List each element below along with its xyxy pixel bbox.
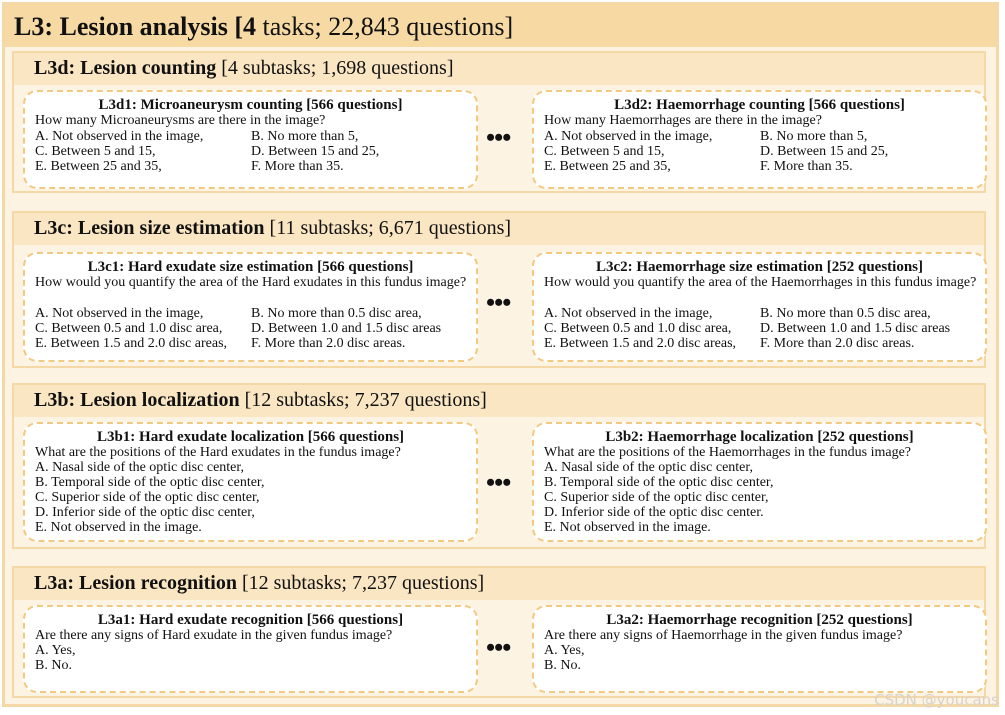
option: F. More than 35. (251, 159, 344, 174)
option: A. Nasal side of the optic disc center, (35, 460, 244, 475)
option: A. Nasal side of the optic disc center, (544, 460, 753, 475)
task-card-l3d1 (23, 90, 478, 189)
panel-title-rest: tasks; 22,843 questions] (256, 12, 514, 41)
option: F. More than 35. (760, 159, 853, 174)
task-card-l3a1 (23, 605, 478, 693)
option: B. Temporal side of the optic disc center, (35, 475, 265, 490)
option: E. Between 1.5 and 2.0 disc areas, (35, 336, 228, 351)
task-card-l3a2 (532, 605, 987, 693)
panel-header (5, 5, 996, 47)
option: C. Between 0.5 and 1.0 disc area, (544, 321, 732, 336)
option: F. More than 2.0 disc areas. (760, 336, 915, 351)
option: D. Between 15 and 25, (251, 144, 380, 159)
option: C. Between 5 and 15, (35, 144, 156, 159)
option: E. Between 25 and 35, (544, 159, 671, 174)
section-title (34, 56, 453, 80)
section-title-rest: [12 subtasks; 7,237 questions] (239, 389, 487, 411)
task-title: L3b1: Hard exudate localization [566 questions] (96, 429, 405, 445)
task-title: L3a2: Haemorrhage recognition [252 questions] (606, 612, 913, 628)
task-title: L3c2: Haemorrhage size estimation [252 questions] (595, 259, 924, 275)
task-card-l3b2 (532, 422, 987, 542)
task-question: How many Microaneurysms are there in the image? (35, 113, 326, 128)
option: F. More than 2.0 disc areas. (251, 336, 406, 351)
option: A. Not observed in the image, (544, 129, 713, 144)
section-lesion-size-estimation (12, 211, 986, 368)
section-header (14, 568, 984, 600)
option: D. Inferior side of the optic disc center, (35, 505, 255, 520)
section-header (14, 53, 984, 85)
task-card-l3c2 (532, 252, 987, 362)
section-header (14, 213, 984, 245)
option: C. Between 5 and 15, (544, 144, 665, 159)
option: B. No more than 0.5 disc area, (251, 306, 422, 321)
section-title-rest: [12 subtasks; 7,237 questions] (236, 572, 485, 594)
task-title: L3c1: Hard exudate size estimation [566 questions] (87, 259, 414, 275)
option: A. Yes, (35, 643, 76, 658)
ellipsis-icon: ••• (486, 468, 511, 497)
option: E. Not observed in the image. (544, 520, 711, 535)
section-header (14, 385, 984, 417)
task-title: L3b2: Haemorrhage localization [252 questions] (605, 429, 914, 445)
option: C. Superior side of the optic disc center, (35, 490, 260, 505)
option: E. Between 25 and 35, (35, 159, 162, 174)
option: A. Not observed in the image, (35, 306, 204, 321)
section-lesion-counting (12, 51, 986, 193)
task-question: Are there any signs of Hard exudate in the given fundus image? (35, 628, 393, 643)
section-title-bold: L3d: Lesion counting (34, 57, 217, 79)
option: E. Between 1.5 and 2.0 disc areas, (544, 336, 737, 351)
option: A. Not observed in the image, (35, 129, 204, 144)
task-question: What are the positions of the Haemorrhages in the fundus image? (544, 445, 911, 460)
task-title: L3a1: Hard exudate recognition [566 questions] (97, 612, 404, 628)
section-lesion-recognition (12, 566, 986, 698)
ellipsis-icon: ••• (486, 288, 511, 317)
task-question: How would you quantify the area of the Hard exudates in this fundus image? (35, 275, 467, 290)
option: D. Between 1.0 and 1.5 disc areas (760, 321, 951, 336)
option: B. No more than 5, (760, 129, 868, 144)
option: B. Temporal side of the optic disc center, (544, 475, 774, 490)
section-title (34, 216, 511, 240)
option: E. Not observed in the image. (35, 520, 202, 535)
section-title-rest: [11 subtasks; 6,671 questions] (264, 217, 512, 239)
watermark: CSDN @youcans (874, 691, 999, 709)
panel-title-bold: L3: Lesion analysis [4 (14, 12, 256, 41)
section-title (34, 388, 487, 412)
option: C. Between 0.5 and 1.0 disc area, (35, 321, 223, 336)
option: B. No. (35, 658, 72, 673)
option: C. Superior side of the optic disc center, (544, 490, 769, 505)
option: D. Between 15 and 25, (760, 144, 889, 159)
task-title: L3d2: Haemorrhage counting [566 questions] (614, 97, 905, 113)
option: A. Not observed in the image, (544, 306, 713, 321)
section-title-bold: L3b: Lesion localization (34, 389, 240, 411)
ellipsis-icon: ••• (486, 123, 511, 152)
panel-title (14, 12, 513, 42)
option: D. Inferior side of the optic disc center. (544, 505, 764, 520)
task-question: Are there any signs of Haemorrhage in the given fundus image? (544, 628, 903, 643)
option: D. Between 1.0 and 1.5 disc areas (251, 321, 442, 336)
option: B. No more than 5, (251, 129, 359, 144)
option: B. No more than 0.5 disc area, (760, 306, 931, 321)
option: B. No. (544, 658, 581, 673)
task-card-l3b1 (23, 422, 478, 542)
task-card-l3c1 (23, 252, 478, 362)
section-lesion-localization (12, 383, 986, 549)
section-title-rest: [4 subtasks; 1,698 questions] (216, 57, 454, 79)
task-question: How many Haemorrhages are there in the image? (544, 113, 822, 128)
section-title (34, 571, 484, 595)
task-question: What are the positions of the Hard exudates in the fundus image? (35, 445, 401, 460)
task-title: L3d1: Microaneurysm counting [566 questions] (98, 97, 403, 113)
ellipsis-icon: ••• (486, 633, 511, 662)
task-card-l3d2 (532, 90, 987, 189)
section-title-bold: L3c: Lesion size estimation (34, 217, 265, 239)
option: A. Yes, (544, 643, 585, 658)
section-title-bold: L3a: Lesion recognition (34, 572, 237, 594)
task-question: How would you quantify the area of the Haemorrhages in this fundus image? (544, 275, 977, 290)
